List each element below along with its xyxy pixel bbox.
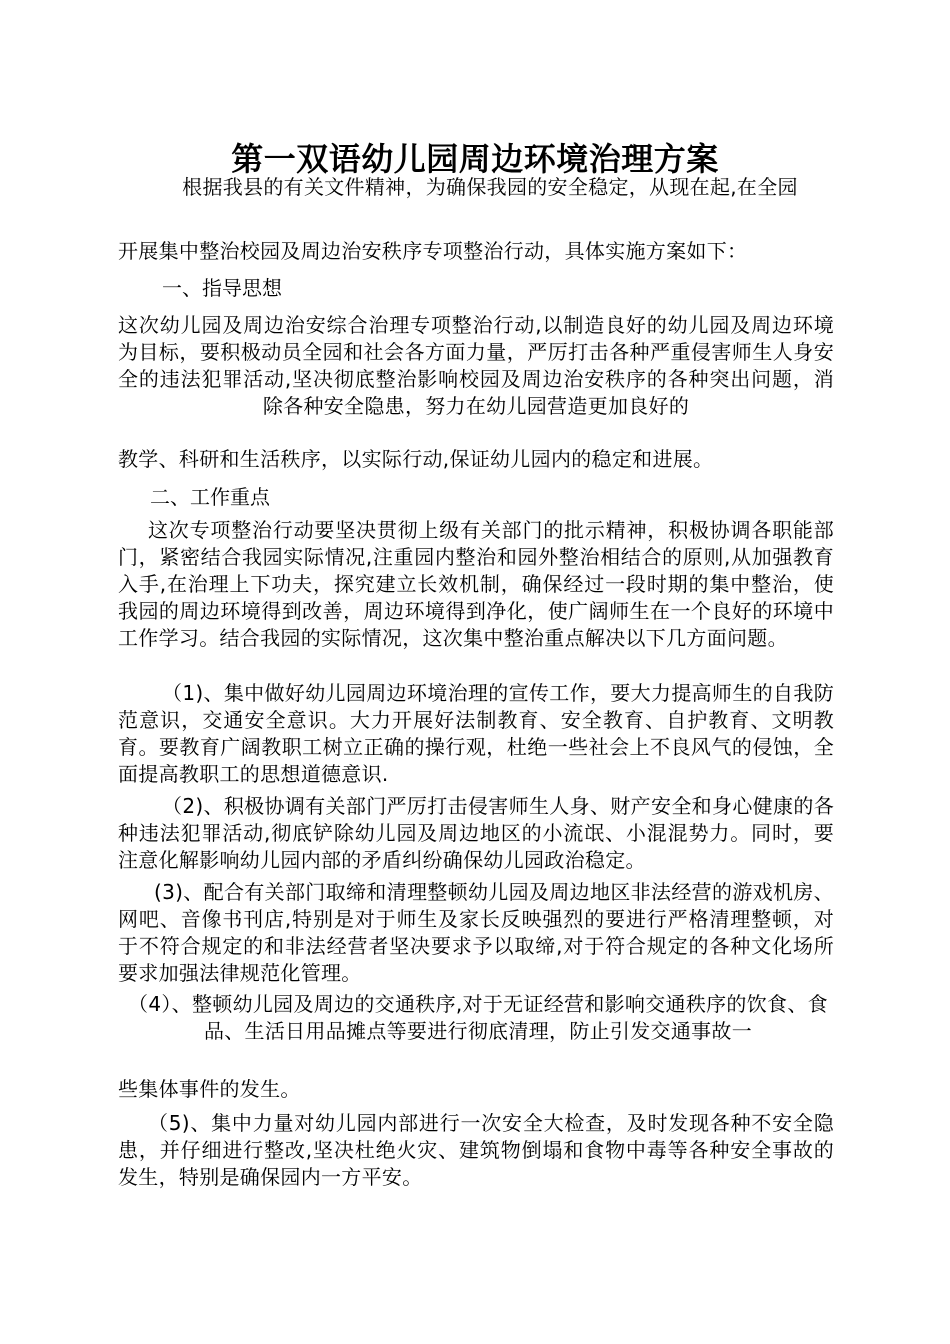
intro-paragraph: 根据我县的有关文件精神，为确保我园的安全稳定，从现在起,在全园 bbox=[182, 175, 798, 199]
work-focus-paragraph: 这次专项整治行动要坚决贯彻上级有关部门的批示精神，积极协调各职能部门，紧密结合我园实际情况,注重园内整治和园外整治相结合的原则,从加强教育入手,在治理上下功夫，探究建立长效机制，确保经过一段时期的集中整治，使我园的周边环境得到改善，周边环境得到净化，使广阔师生在一个良好的环境中工作学习。结合我园的实际情况，这次集中整治重点解决以下几方面问题。 bbox=[118, 518, 834, 650]
focus-item-5: （5)、集中力量对幼儿园内部进行一次安全大检查，及时发现各种不安全隐患，并仔细进行整改,坚决杜绝火灾、建筑物倒塌和食物中毒等各种安全事故的发生，特别是确保园内一方平安。 bbox=[118, 1111, 834, 1189]
document-title: 第一双语幼儿园周边环境治理方案 bbox=[231, 140, 719, 179]
focus-item-4-continuation: 些集体事件的发生。 bbox=[118, 1077, 301, 1101]
guiding-thought-continuation: 教学、科研和生活秩序，以实际行动,保证幼儿园内的稳定和进展。 bbox=[118, 447, 714, 471]
section-heading-work-focus: 二、工作重点 bbox=[150, 485, 270, 509]
guiding-thought-paragraph: 这次幼儿园及周边治安综合治理专项整治行动,以制造良好的幼儿园及周边环境为目标，要积极动员全园和社会各方面力量，严厉打击各种严重侵害师生人身安全的违法犯罪活动,坚决彻底整治影响校园及周边治安秩序的各种突出问题，消除各种安全隐患，努力在幼儿园营造更加良好的 bbox=[118, 313, 834, 418]
section-heading-guiding-thought: 一、指导思想 bbox=[162, 276, 282, 300]
focus-item-4: （4）、整顿幼儿园及周边的交通秩序,对于无证经营和影响交通秩序的饮食、食品、生活日用品摊点等要进行彻底清理，防止引发交通事故一 bbox=[128, 992, 828, 1043]
focus-item-2: （2)、积极协调有关部门严厉打击侵害师生人身、财产安全和身心健康的各种违法犯罪活动,彻底铲除幼儿园及周边地区的小流氓、小混混势力。同时，要注意化解影响幼儿园内部的矛盾纠纷确保幼儿园政治稳定。 bbox=[118, 794, 834, 872]
focus-item-1: （1)、集中做好幼儿园周边环境治理的宣传工作，要大力提高师生的自我防范意识，交通安全意识。大力开展好法制教育、安全教育、自护教育、文明教育。要教育广阔教职工树立正确的操行观，杜绝一些社会上不良风气的侵蚀，全面提高教职工的思想道德意识. bbox=[118, 681, 834, 786]
intro-continuation: 开展集中整治校园及周边治安秩序专项整治行动，具体实施方案如下： bbox=[118, 239, 748, 263]
focus-item-3: (3)、配合有关部门取缔和清理整顿幼儿园及周边地区非法经营的游戏机房、网吧、音像书刊店,特别是对于师生及家长反映强烈的要进行严格清理整顿，对于不符合规定的和非法经营者坚决要求予以取缔,对于符合规定的各种文化场所要求加强法律规范化管理。 bbox=[118, 880, 834, 985]
